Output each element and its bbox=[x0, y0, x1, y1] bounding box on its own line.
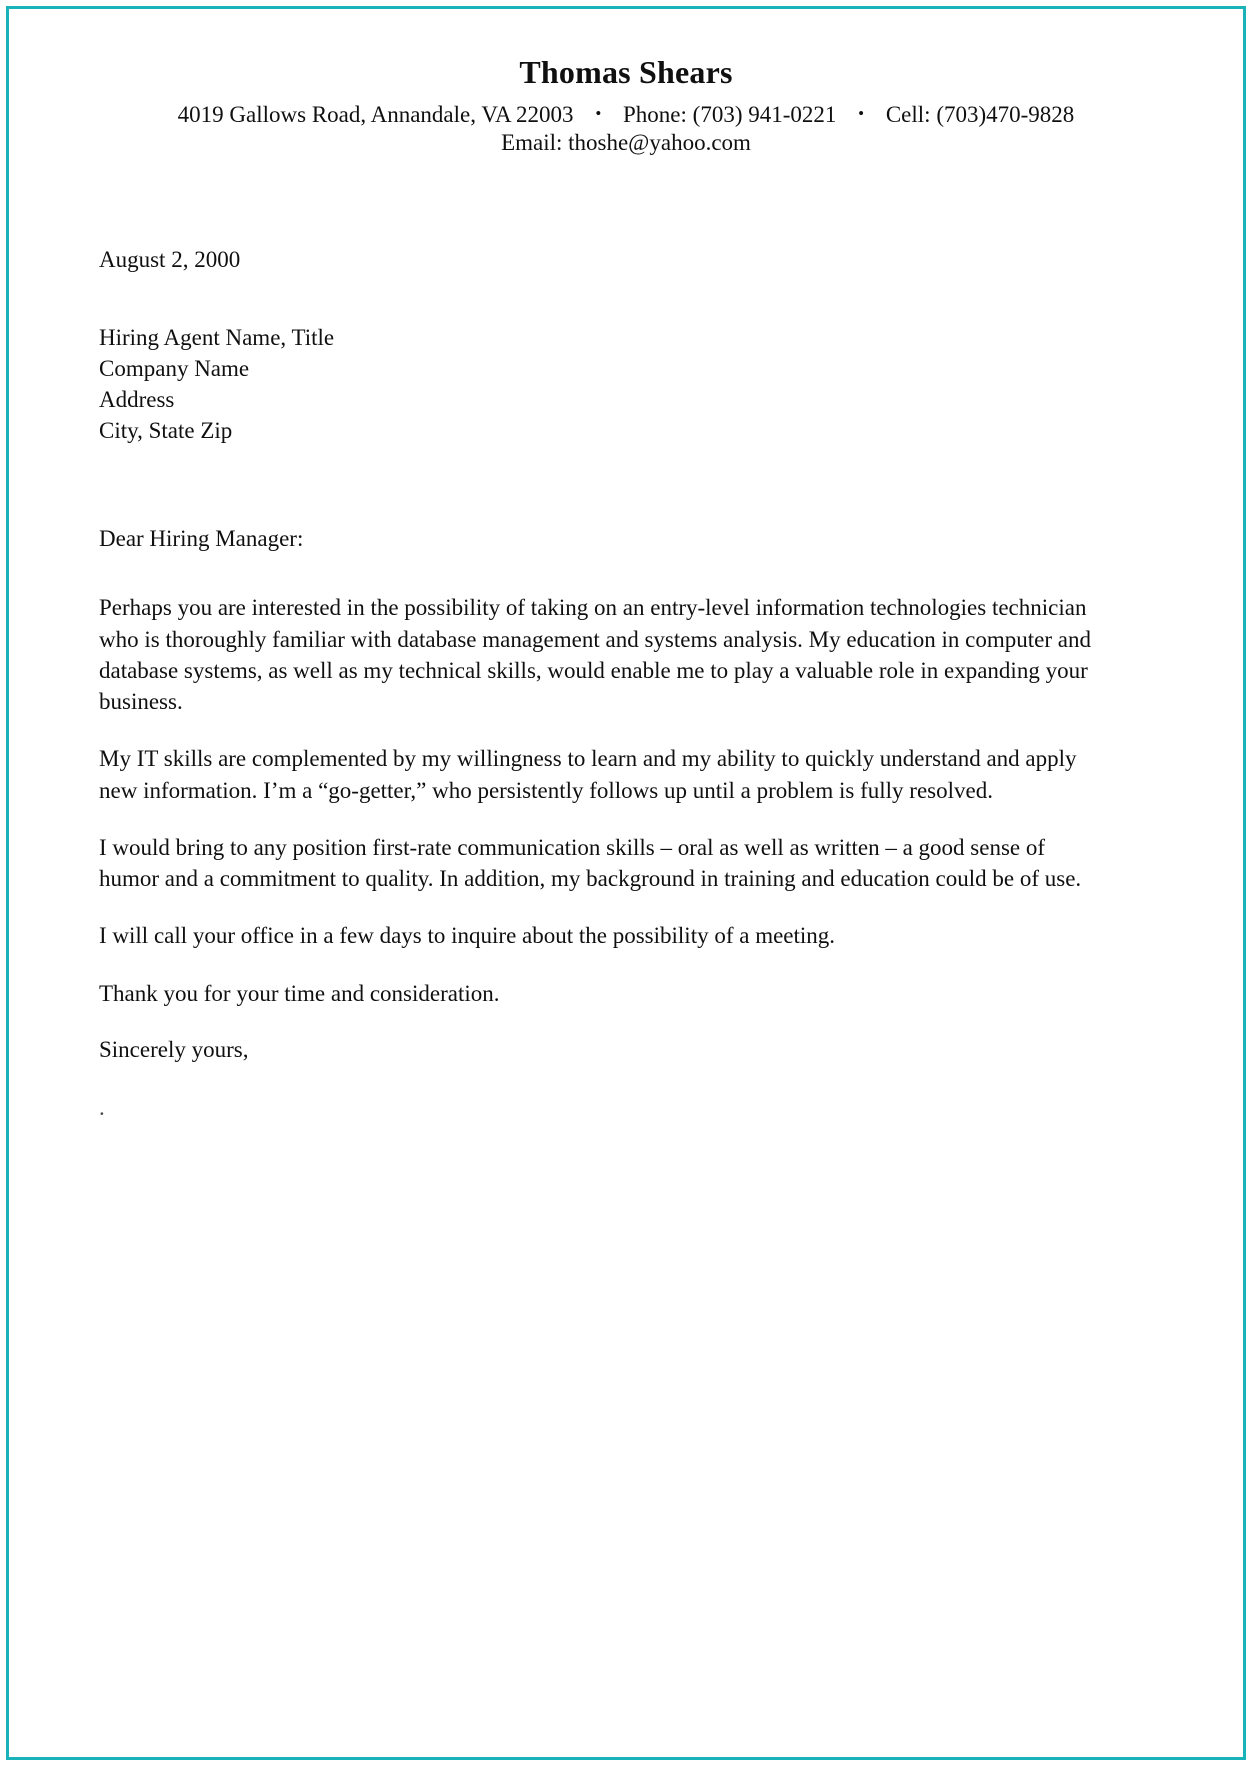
contact-email: Email: thoshe@yahoo.com bbox=[501, 130, 751, 156]
body-paragraph-2: My IT skills are complemented by my willingness to learn and my ability to quickly understand and apply new information. I’m a “go-getter,” who persistently follows up until a problem is fully resolved. bbox=[99, 746, 1077, 803]
body-paragraph-5: Thank you for your time and consideration. bbox=[99, 980, 500, 1006]
letter-body bbox=[99, 245, 1153, 1122]
applicant-name: Thomas Shears bbox=[519, 54, 733, 90]
signature-mark: . bbox=[99, 1094, 105, 1120]
letterhead bbox=[99, 55, 1153, 157]
bullet-separator-icon-2: • bbox=[858, 104, 865, 124]
contact-line bbox=[99, 101, 1153, 129]
body-paragraph-1: Perhaps you are interested in the possibility of taking on an entry-level information technologies technician who is thoroughly familiar with database management and systems analysis. My education in computer and database systems, as well as my technical skills, would enable me to play a valuable role in expanding your business. bbox=[99, 595, 1091, 715]
recipient-line-name: Hiring Agent Name, Title bbox=[99, 325, 335, 351]
salutation: Dear Hiring Manager: bbox=[99, 526, 304, 552]
recipient-line-address: Address bbox=[99, 386, 175, 412]
recipient-line-company: Company Name bbox=[99, 355, 250, 381]
contact-cell-label: Cell: bbox=[885, 102, 931, 128]
recipient-line-city: City, State Zip bbox=[99, 417, 233, 443]
letter-date: August 2, 2000 bbox=[99, 247, 241, 273]
body-paragraph-4: I will call your office in a few days to inquire about the possibility of a meeting. bbox=[99, 923, 836, 949]
body-paragraph-3: I would bring to any position first-rate communication skills – oral as well as written – a good sense of humor and a commitment to quality. In addition, my background in training and education could be of use. bbox=[99, 834, 1082, 892]
closing-salutation: Sincerely yours, bbox=[99, 1036, 249, 1062]
contact-address: 4019 Gallows Road, Annandale, VA 22003 bbox=[177, 102, 574, 128]
letter-sheet bbox=[9, 9, 1243, 1757]
recipient-address-block bbox=[99, 323, 1153, 446]
contact-phone: Phone: (703) 941-0221 bbox=[623, 102, 837, 128]
bullet-separator-icon: • bbox=[595, 104, 602, 124]
contact-cell-number: (703)470-9828 bbox=[936, 102, 1075, 128]
